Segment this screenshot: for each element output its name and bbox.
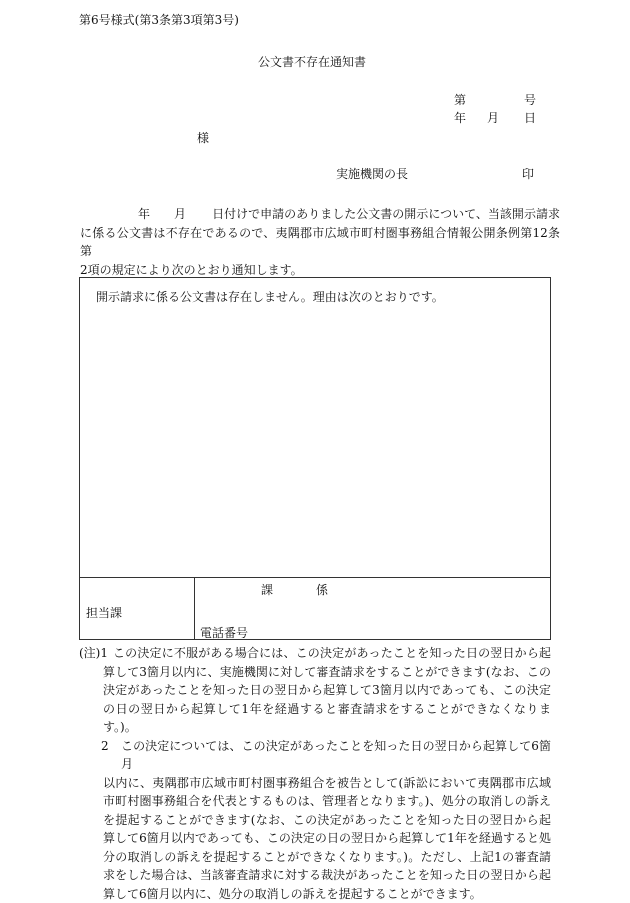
note-text: 算して3箇月以内に、実施機関に対して審査請求をすることができます(なお、この決定があったことを知った日の翌日から起算して3箇月以内であっても、この決定の日の翌日から起算して1年を経過すると審査請求をすることができなくなります。)。: [103, 664, 551, 734]
intro-line-1-text: 日付けで申請のありました公文書の開示について、当該開示請求: [212, 207, 560, 221]
contact-section: 課: [261, 583, 274, 597]
note-mark: 2: [101, 738, 109, 753]
intro-line-1: [80, 205, 560, 224]
reason-box: [79, 277, 551, 640]
note-first-line: この決定に不服がある場合には、この決定があったことを知った日の翌日から起: [113, 646, 551, 660]
issuer-title: 実施機関の長: [336, 167, 409, 181]
seal-mark: 印: [522, 167, 535, 181]
contact-unit: 係: [316, 583, 329, 597]
issue-date-year: 年: [454, 111, 467, 125]
contact-divider: [80, 577, 550, 578]
contact-label: 担当課: [86, 606, 123, 620]
note-mark: (注)1: [79, 646, 108, 660]
note-first-line: この決定については、この決定があったことを知った日の翌日から起算して6箇月: [121, 738, 551, 771]
note-item: [79, 737, 551, 903]
form-number: 第6号様式(第3条第3項第3号): [79, 13, 239, 27]
addressee-suffix: 様: [197, 131, 210, 145]
intro-month: 月: [174, 207, 187, 221]
contact-column-divider: [194, 577, 195, 640]
issue-number-prefix: 第: [454, 93, 467, 107]
note-text: 以内に、夷隅郡市広域市町村圏事務組合を被告として(訴訟において夷隅郡市広域市町村圏事務組合を代表とするものは、管理者となります。)、処分の取消しの訴えを提起することができます(なお、この決定があったことを知った日の翌日から起算して6箇月以内であっても、この決定の日の翌日から起算して1年を経過すると処分の取消しの訴えを提起することができなくなります。)。ただし、上記1の審査請求をした場合は、当該審査請求に対する裁決があったことを知った日の翌日から起算して6箇月以内に、処分の取消しの訴えを提起することができます。: [103, 775, 551, 901]
issue-date-month: 月: [487, 111, 500, 125]
reason-statement: 開示請求に係る公文書は存在しません。理由は次のとおりです。: [96, 290, 444, 304]
intro-year: 年: [138, 207, 151, 221]
document-title: 公文書不存在通知書: [258, 55, 367, 69]
intro-line-3: 2項の規定により次のとおり通知します。: [80, 262, 303, 277]
note-item: [79, 644, 551, 737]
contact-phone-label: 電話番号: [200, 626, 249, 640]
issue-date-day: 日: [524, 111, 537, 125]
intro-line-2: に係る公文書は不存在であるので、夷隅郡市広域市町村圏事務組合情報公開条例第12条第: [80, 225, 560, 258]
notes-section: [79, 644, 551, 903]
intro-paragraph: [80, 205, 560, 279]
issue-number-suffix: 号: [524, 93, 537, 107]
